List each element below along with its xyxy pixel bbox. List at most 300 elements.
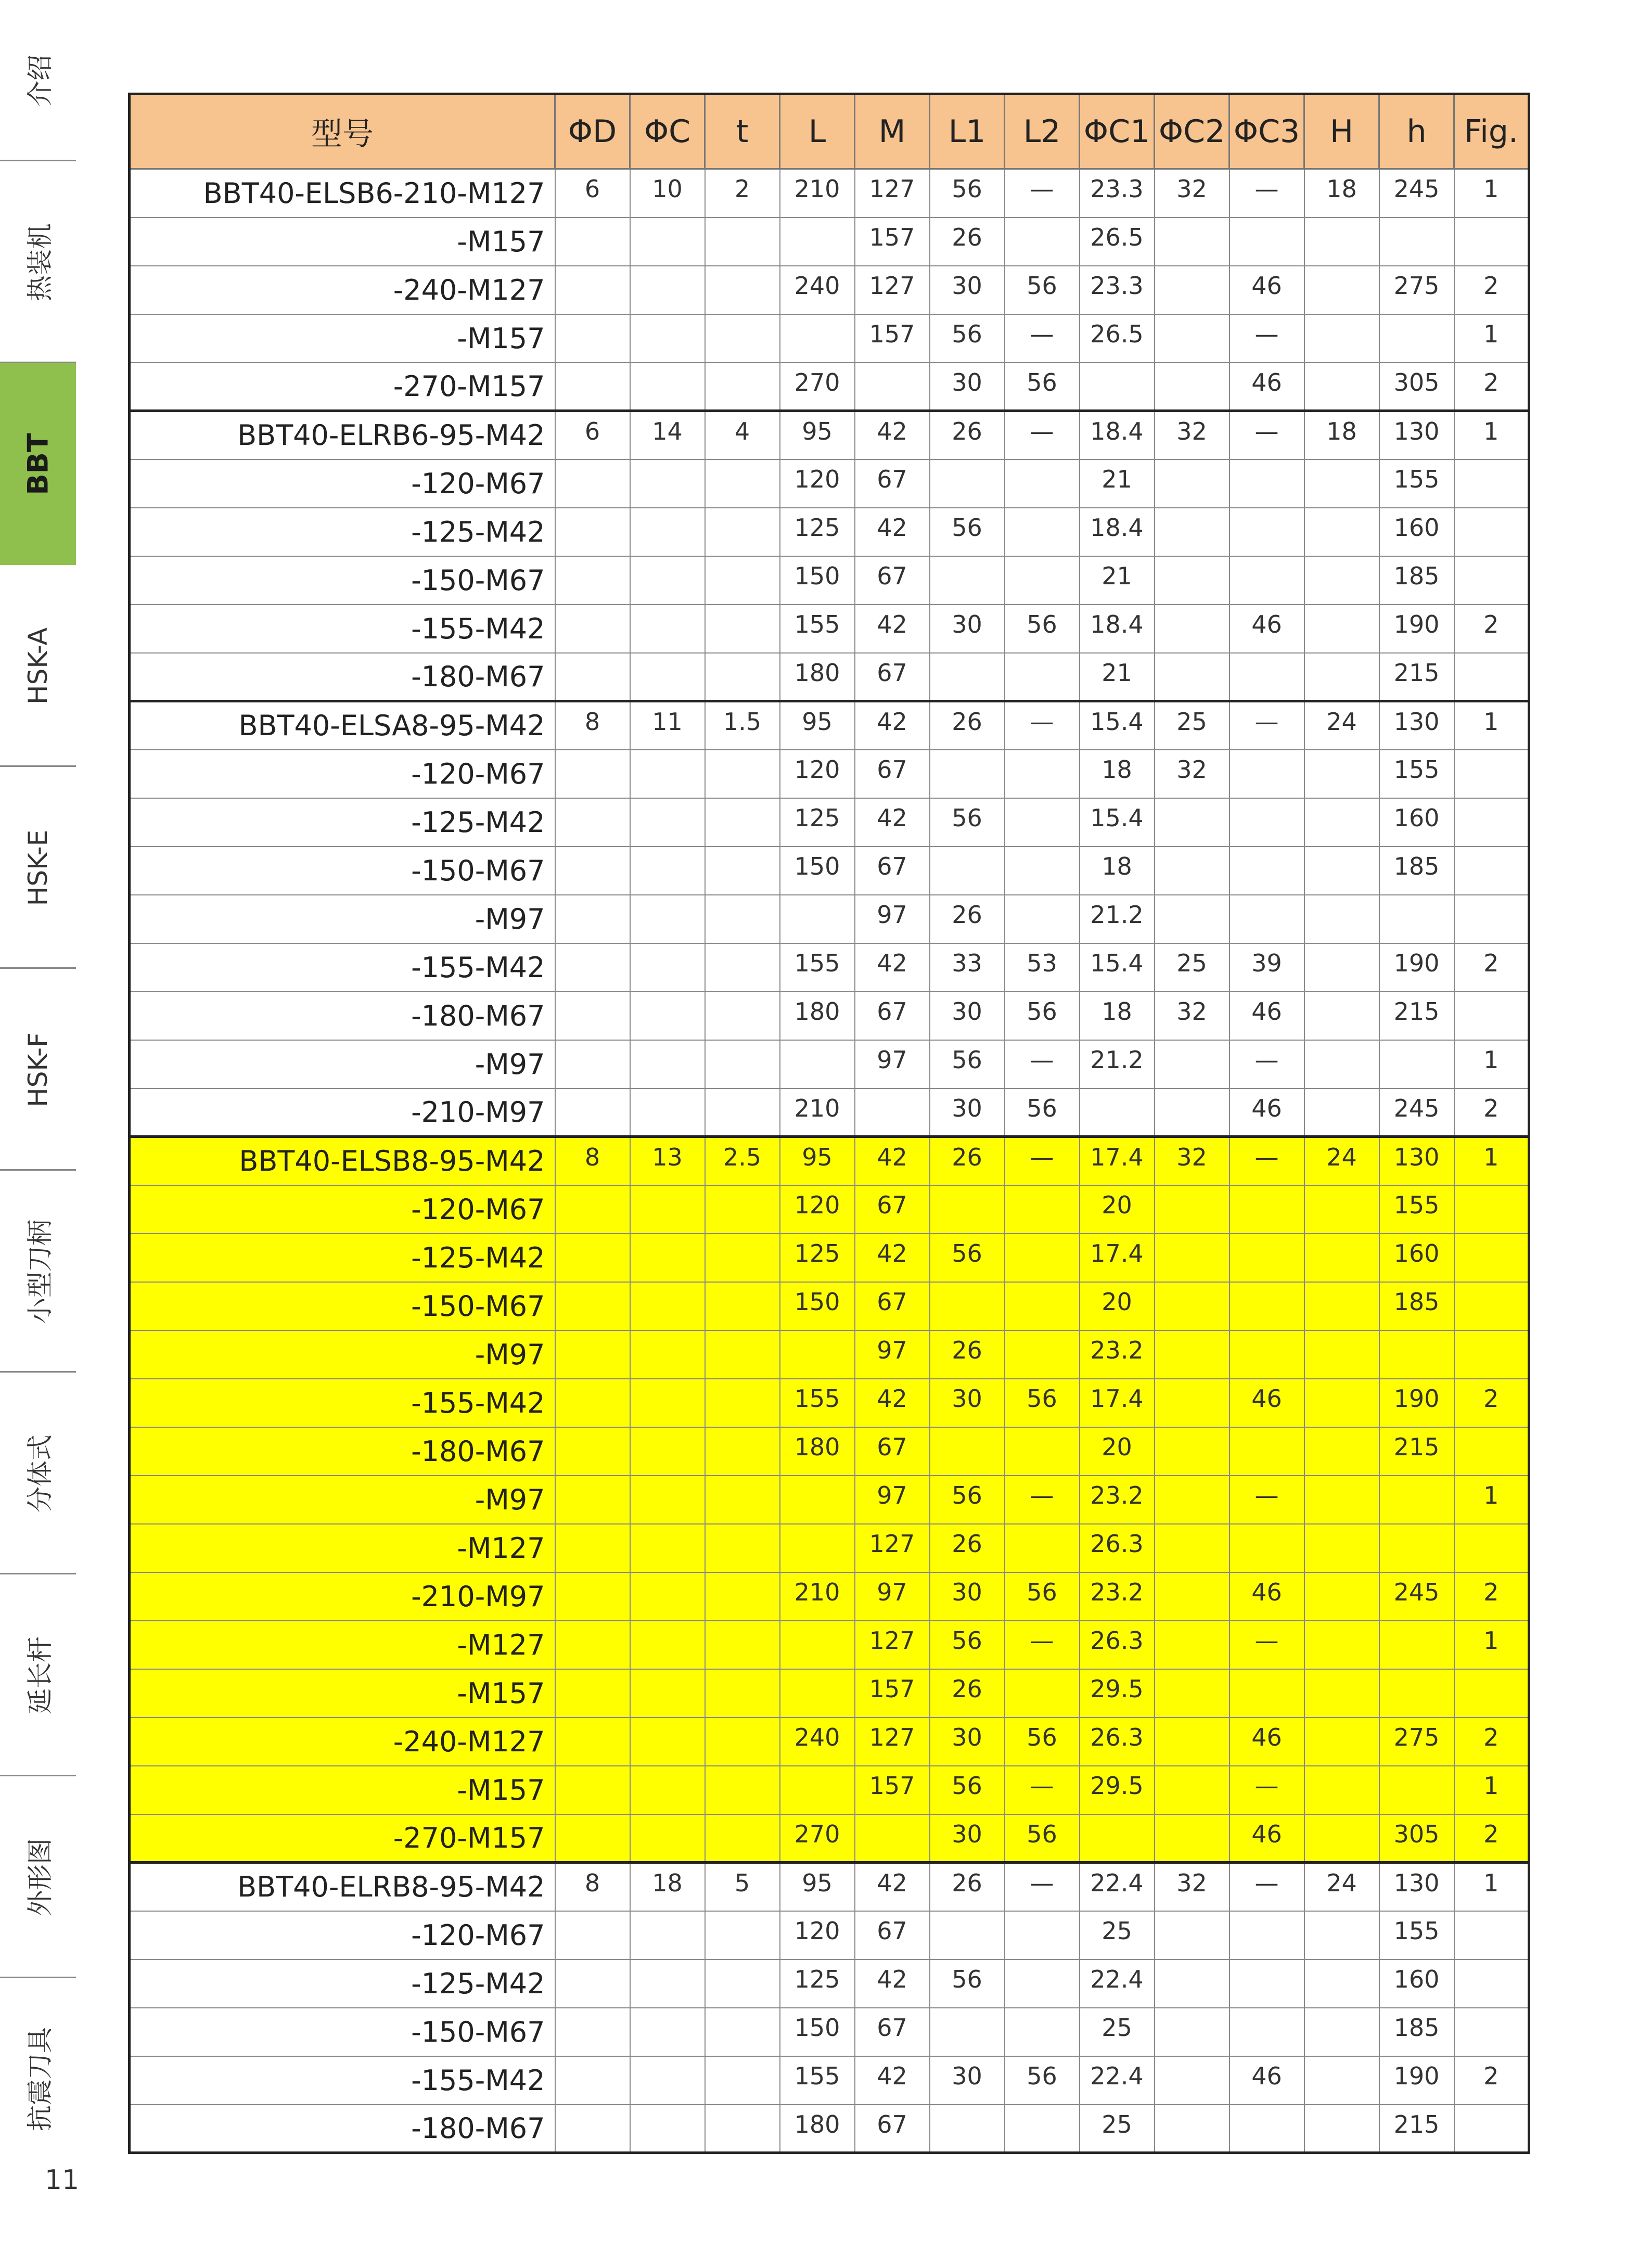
value-cell	[1304, 605, 1379, 653]
column-header: L1	[930, 94, 1005, 169]
value-cell	[1155, 1476, 1230, 1524]
nav-item-7[interactable]	[0, 1373, 76, 1574]
value-cell: 190	[1379, 605, 1454, 653]
value-cell: 26	[930, 1669, 1005, 1718]
column-header: L2	[1005, 94, 1080, 169]
model-cell: -270-M157	[130, 363, 555, 411]
value-cell	[1304, 1282, 1379, 1330]
table-row	[130, 701, 1529, 750]
value-cell	[555, 508, 630, 556]
value-cell: 46	[1230, 1379, 1304, 1427]
model-cell: -M97	[130, 895, 555, 943]
table-row	[130, 653, 1529, 701]
value-cell: 15.4	[1080, 701, 1155, 750]
value-cell	[555, 1427, 630, 1476]
value-cell	[1454, 1330, 1529, 1379]
value-cell	[1155, 1234, 1230, 1282]
value-cell	[1005, 1524, 1080, 1572]
value-cell: 245	[1379, 169, 1454, 217]
table-row	[130, 1476, 1529, 1524]
value-cell: 23.2	[1080, 1572, 1155, 1621]
model-cell: -120-M67	[130, 459, 555, 508]
value-cell: 270	[780, 363, 855, 411]
value-cell	[630, 2056, 705, 2105]
value-cell: 56	[1005, 363, 1080, 411]
table-row	[130, 1911, 1529, 1959]
table-row	[130, 943, 1529, 992]
table-row	[130, 895, 1529, 943]
value-cell	[630, 653, 705, 701]
value-cell	[1454, 1669, 1529, 1718]
value-cell	[705, 943, 780, 992]
value-cell: 67	[855, 1185, 930, 1234]
value-cell	[555, 1718, 630, 1766]
nav-item-3[interactable]	[0, 565, 76, 767]
value-cell: 1	[1454, 1766, 1529, 1814]
value-cell: 2	[1454, 1379, 1529, 1427]
column-header: t	[705, 94, 780, 169]
nav-item-1[interactable]	[0, 161, 76, 363]
value-cell: 56	[930, 1621, 1005, 1669]
value-cell: 26	[930, 1863, 1005, 1911]
value-cell: 15.4	[1080, 943, 1155, 992]
value-cell: —	[1230, 1766, 1304, 1814]
value-cell	[780, 1524, 855, 1572]
value-cell	[1005, 895, 1080, 943]
table-row	[130, 1718, 1529, 1766]
value-cell: 157	[855, 314, 930, 363]
value-cell	[1230, 847, 1304, 895]
column-header: ΦC2	[1155, 94, 1230, 169]
value-cell	[555, 653, 630, 701]
value-cell: 2.5	[705, 1137, 780, 1185]
value-cell: 56	[930, 1766, 1005, 1814]
value-cell	[1155, 1040, 1230, 1088]
value-cell: —	[1005, 1040, 1080, 1088]
table-row	[130, 1088, 1529, 1137]
nav-item-6[interactable]	[0, 1171, 76, 1373]
value-cell: 1	[1454, 1040, 1529, 1088]
value-cell	[1230, 1427, 1304, 1476]
value-cell: 56	[930, 1040, 1005, 1088]
value-cell	[855, 363, 930, 411]
value-cell	[1080, 1088, 1155, 1137]
value-cell: 67	[855, 750, 930, 798]
nav-item-10[interactable]	[0, 1978, 76, 2180]
value-cell: 150	[780, 2008, 855, 2056]
value-cell	[1454, 459, 1529, 508]
value-cell: 67	[855, 1427, 930, 1476]
value-cell	[1304, 314, 1379, 363]
value-cell	[1005, 1959, 1080, 2008]
value-cell	[930, 459, 1005, 508]
nav-item-9[interactable]	[0, 1776, 76, 1978]
value-cell: 20	[1080, 1427, 1155, 1476]
value-cell: 21.2	[1080, 1040, 1155, 1088]
value-cell	[1304, 943, 1379, 992]
value-cell	[630, 1476, 705, 1524]
value-cell	[1304, 798, 1379, 847]
value-cell: 29.5	[1080, 1669, 1155, 1718]
value-cell	[1155, 1282, 1230, 1330]
value-cell	[1304, 363, 1379, 411]
value-cell	[1379, 1669, 1454, 1718]
value-cell: 26	[930, 701, 1005, 750]
value-cell	[1304, 1766, 1379, 1814]
value-cell: 97	[855, 1572, 930, 1621]
value-cell: 215	[1379, 992, 1454, 1040]
value-cell: 67	[855, 459, 930, 508]
value-cell	[1080, 363, 1155, 411]
value-cell	[705, 1669, 780, 1718]
value-cell: 56	[1005, 1814, 1080, 1863]
nav-item-5[interactable]	[0, 969, 76, 1171]
value-cell	[1230, 1234, 1304, 1282]
value-cell: 210	[780, 169, 855, 217]
value-cell	[630, 363, 705, 411]
value-cell: 157	[855, 217, 930, 266]
value-cell	[1304, 1379, 1379, 1427]
value-cell	[1230, 1524, 1304, 1572]
table-row	[130, 363, 1529, 411]
value-cell	[555, 847, 630, 895]
value-cell	[630, 1669, 705, 1718]
value-cell: 67	[855, 2105, 930, 2153]
value-cell: 46	[1230, 1088, 1304, 1137]
model-cell: -M97	[130, 1040, 555, 1088]
value-cell	[555, 1959, 630, 2008]
value-cell: 210	[780, 1572, 855, 1621]
value-cell	[930, 1911, 1005, 1959]
value-cell: 1	[1454, 1863, 1529, 1911]
value-cell	[930, 556, 1005, 605]
value-cell	[555, 2008, 630, 2056]
value-cell	[1454, 217, 1529, 266]
value-cell: 160	[1379, 798, 1454, 847]
model-cell: BBT40-ELRB6-95-M42	[130, 411, 555, 459]
value-cell	[630, 556, 705, 605]
value-cell: 42	[855, 1959, 930, 2008]
value-cell	[1454, 1427, 1529, 1476]
value-cell: 127	[855, 1524, 930, 1572]
value-cell: 155	[780, 943, 855, 992]
value-cell: 2	[1454, 943, 1529, 992]
value-cell	[930, 847, 1005, 895]
value-cell	[1155, 217, 1230, 266]
value-cell	[1005, 1669, 1080, 1718]
value-cell	[1304, 1427, 1379, 1476]
table-row	[130, 2105, 1529, 2153]
value-cell	[930, 750, 1005, 798]
value-cell	[1155, 556, 1230, 605]
value-cell	[1379, 1524, 1454, 1572]
value-cell: 42	[855, 798, 930, 847]
value-cell: 157	[855, 1669, 930, 1718]
nav-item-label: 分体式	[25, 1434, 55, 1513]
value-cell	[1155, 895, 1230, 943]
value-cell: 67	[855, 992, 930, 1040]
value-cell: —	[1005, 1863, 1080, 1911]
value-cell	[1155, 1379, 1230, 1427]
value-cell	[630, 1814, 705, 1863]
value-cell: 56	[930, 1234, 1005, 1282]
value-cell	[630, 314, 705, 363]
value-cell: 18	[1304, 411, 1379, 459]
value-cell: 185	[1379, 2008, 1454, 2056]
value-cell	[1304, 1959, 1379, 2008]
value-cell: 155	[780, 605, 855, 653]
value-cell: 32	[1155, 992, 1230, 1040]
value-cell	[1304, 992, 1379, 1040]
model-cell: -240-M127	[130, 1718, 555, 1766]
table-row	[130, 217, 1529, 266]
value-cell	[780, 1330, 855, 1379]
value-cell: 23.2	[1080, 1330, 1155, 1379]
value-cell	[1304, 1185, 1379, 1234]
value-cell: 56	[930, 508, 1005, 556]
value-cell: 157	[855, 1766, 930, 1814]
value-cell	[1230, 2105, 1304, 2153]
model-cell: -120-M67	[130, 1185, 555, 1234]
model-cell: -180-M67	[130, 653, 555, 701]
value-cell: 275	[1379, 1718, 1454, 1766]
side-navigation	[0, 0, 76, 2131]
value-cell: 150	[780, 1282, 855, 1330]
value-cell	[555, 217, 630, 266]
value-cell	[555, 943, 630, 992]
value-cell	[930, 2105, 1005, 2153]
value-cell	[1379, 895, 1454, 943]
value-cell: —	[1005, 1621, 1080, 1669]
nav-item-label: 热装机	[25, 223, 55, 301]
value-cell	[1155, 508, 1230, 556]
model-cell: BBT40-ELRB8-95-M42	[130, 1863, 555, 1911]
nav-item-label: 介绍	[25, 55, 55, 107]
value-cell: 56	[1005, 992, 1080, 1040]
table-row	[130, 411, 1529, 459]
table-row	[130, 314, 1529, 363]
model-cell: -240-M127	[130, 266, 555, 314]
value-cell: 120	[780, 459, 855, 508]
table-row	[130, 1766, 1529, 1814]
value-cell: 2	[1454, 1572, 1529, 1621]
value-cell	[555, 1234, 630, 1282]
value-cell: 22.4	[1080, 1959, 1155, 2008]
value-cell: 18	[1080, 992, 1155, 1040]
value-cell	[705, 1088, 780, 1137]
nav-item-label: HSK-E	[23, 829, 53, 906]
value-cell	[630, 1185, 705, 1234]
value-cell	[1230, 459, 1304, 508]
value-cell	[630, 2008, 705, 2056]
nav-item-4[interactable]	[0, 767, 76, 969]
value-cell	[930, 1427, 1005, 1476]
value-cell	[1155, 1959, 1230, 2008]
value-cell	[1379, 1766, 1454, 1814]
value-cell: 33	[930, 943, 1005, 992]
value-cell: 155	[780, 2056, 855, 2105]
value-cell	[1155, 1330, 1230, 1379]
table-row	[130, 1185, 1529, 1234]
value-cell	[780, 1766, 855, 1814]
value-cell: 1	[1454, 1476, 1529, 1524]
value-cell	[1005, 1185, 1080, 1234]
value-cell: —	[1230, 1476, 1304, 1524]
model-cell: -M97	[130, 1476, 555, 1524]
table-row	[130, 750, 1529, 798]
value-cell	[1304, 1572, 1379, 1621]
value-cell: 2	[705, 169, 780, 217]
value-cell: 32	[1155, 411, 1230, 459]
value-cell: 185	[1379, 847, 1454, 895]
value-cell: 17.4	[1080, 1234, 1155, 1282]
value-cell: 130	[1379, 1863, 1454, 1911]
nav-item-label: 抗震刀具	[25, 2027, 55, 2131]
value-cell: 11	[630, 701, 705, 750]
value-cell: 42	[855, 411, 930, 459]
value-cell	[630, 1234, 705, 1282]
nav-item-8[interactable]	[0, 1574, 76, 1776]
value-cell	[630, 847, 705, 895]
table-row	[130, 169, 1529, 217]
value-cell	[705, 363, 780, 411]
value-cell: 15.4	[1080, 798, 1155, 847]
value-cell: 160	[1379, 1234, 1454, 1282]
value-cell: 155	[1379, 1911, 1454, 1959]
table-row	[130, 1863, 1529, 1911]
value-cell: 21.2	[1080, 895, 1155, 943]
value-cell	[1230, 1959, 1304, 2008]
table-row	[130, 508, 1529, 556]
value-cell: 56	[1005, 1572, 1080, 1621]
table-row	[130, 992, 1529, 1040]
value-cell: 21	[1080, 556, 1155, 605]
value-cell: 18.4	[1080, 508, 1155, 556]
value-cell: 17.4	[1080, 1379, 1155, 1427]
value-cell: 120	[780, 750, 855, 798]
value-cell: —	[1005, 1137, 1080, 1185]
value-cell	[780, 1476, 855, 1524]
table-row	[130, 1621, 1529, 1669]
value-cell	[705, 1572, 780, 1621]
value-cell	[630, 992, 705, 1040]
nav-item-0[interactable]	[0, 0, 76, 161]
value-cell	[705, 1959, 780, 2008]
value-cell	[705, 459, 780, 508]
value-cell	[1454, 1911, 1529, 1959]
value-cell: 46	[1230, 363, 1304, 411]
value-cell: 120	[780, 1185, 855, 1234]
value-cell: 26.3	[1080, 1621, 1155, 1669]
value-cell	[1304, 1330, 1379, 1379]
value-cell	[930, 1282, 1005, 1330]
value-cell	[930, 2008, 1005, 2056]
value-cell	[630, 1330, 705, 1379]
value-cell	[705, 750, 780, 798]
model-cell: -125-M42	[130, 1234, 555, 1282]
value-cell	[555, 992, 630, 1040]
value-cell: 18	[1080, 750, 1155, 798]
value-cell: 180	[780, 653, 855, 701]
value-cell: 21	[1080, 653, 1155, 701]
value-cell	[855, 1088, 930, 1137]
value-cell	[1155, 1718, 1230, 1766]
value-cell	[555, 1476, 630, 1524]
value-cell	[705, 217, 780, 266]
value-cell	[555, 459, 630, 508]
value-cell: 46	[1230, 266, 1304, 314]
value-cell: 26	[930, 411, 1005, 459]
column-header: ΦC3	[1230, 94, 1304, 169]
value-cell	[630, 605, 705, 653]
value-cell: 30	[930, 266, 1005, 314]
value-cell: 46	[1230, 1572, 1304, 1621]
table-body	[130, 169, 1529, 2153]
value-cell: 2	[1454, 1088, 1529, 1137]
value-cell: 1	[1454, 169, 1529, 217]
value-cell: 23.3	[1080, 169, 1155, 217]
model-cell: -210-M97	[130, 1572, 555, 1621]
column-header: L	[780, 94, 855, 169]
value-cell: 56	[930, 1476, 1005, 1524]
value-cell	[1304, 1814, 1379, 1863]
value-cell	[1454, 2105, 1529, 2153]
value-cell: 275	[1379, 266, 1454, 314]
value-cell	[705, 1766, 780, 1814]
value-cell: 127	[855, 169, 930, 217]
value-cell	[1005, 1911, 1080, 1959]
value-cell: 180	[780, 2105, 855, 2153]
column-header: H	[1304, 94, 1379, 169]
value-cell: 56	[1005, 605, 1080, 653]
value-cell	[630, 1766, 705, 1814]
value-cell	[1005, 1427, 1080, 1476]
value-cell	[1304, 847, 1379, 895]
value-cell	[705, 1234, 780, 1282]
value-cell: 26.5	[1080, 314, 1155, 363]
value-cell: 8	[555, 1863, 630, 1911]
value-cell	[1454, 2008, 1529, 2056]
nav-item-2[interactable]	[0, 363, 76, 565]
value-cell: 240	[780, 266, 855, 314]
value-cell: 150	[780, 556, 855, 605]
value-cell: 6	[555, 411, 630, 459]
value-cell	[1454, 508, 1529, 556]
value-cell	[630, 2105, 705, 2153]
table-row	[130, 1524, 1529, 1572]
value-cell	[1155, 1766, 1230, 1814]
value-cell: 30	[930, 1718, 1005, 1766]
value-cell	[705, 1718, 780, 1766]
table-row	[130, 2008, 1529, 2056]
value-cell: 305	[1379, 1814, 1454, 1863]
value-cell	[705, 847, 780, 895]
value-cell	[1304, 1911, 1379, 1959]
value-cell	[555, 1766, 630, 1814]
value-cell: 95	[780, 1863, 855, 1911]
value-cell: 215	[1379, 653, 1454, 701]
value-cell	[705, 1524, 780, 1572]
value-cell	[705, 1185, 780, 1234]
value-cell	[555, 1040, 630, 1088]
model-cell: -155-M42	[130, 1379, 555, 1427]
value-cell	[555, 1621, 630, 1669]
value-cell: 30	[930, 1379, 1005, 1427]
value-cell: 150	[780, 847, 855, 895]
nav-item-label: 小型刀柄	[25, 1220, 55, 1324]
value-cell: —	[1005, 314, 1080, 363]
value-cell: 14	[630, 411, 705, 459]
